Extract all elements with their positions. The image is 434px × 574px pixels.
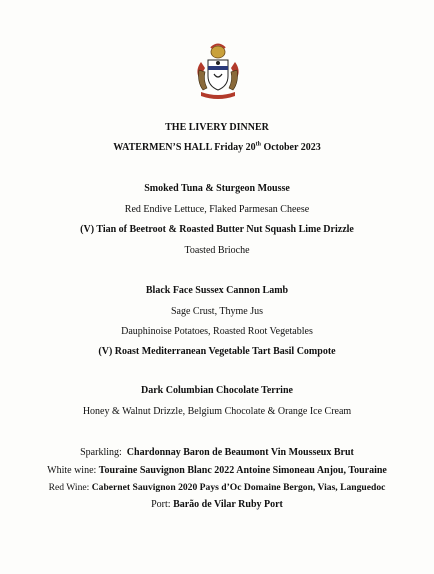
wine-port — [0, 498, 434, 511]
coat-of-arms-icon — [193, 42, 243, 102]
wine-white-label: White wine: — [47, 465, 99, 476]
menu-title: THE LIVERY DINNER — [165, 122, 269, 133]
wine-sparkling-label: Sparkling: — [80, 447, 127, 458]
venue-date: WATERMEN’S HALL Friday 20th October 2023 — [113, 141, 321, 153]
main-sides: Dauphinoise Potatoes, Roasted Root Vegetables — [121, 326, 313, 337]
wine-red — [0, 481, 434, 494]
starter-dish: Smoked Tuna & Sturgeon Mousse — [144, 183, 290, 194]
wine-sparkling-name: Chardonnay Baron de Beaumont Vin Mousseux Brut — [126, 447, 354, 458]
dessert-dish: Dark Columbian Chocolate Terrine — [141, 385, 293, 396]
main-dish: Black Face Sussex Cannon Lamb — [145, 285, 289, 296]
starter-veg-dish: (V) Tian of Beetroot & Roasted Butter Nut Squash Lime Drizzle — [80, 224, 354, 235]
starter-veg-accompaniment: Toasted Brioche — [184, 245, 250, 256]
wine-white — [0, 464, 434, 477]
main-veg-dish: (V) Roast Mediterranean Vegetable Tart Basil Compote — [98, 346, 336, 357]
dessert-accompaniment: Honey & Walnut Drizzle, Belgium Chocolate & Orange Ice Cream — [82, 406, 352, 417]
wine-sparkling — [0, 446, 434, 459]
wine-white-name: Touraine Sauvignon Blanc 2022 Antoine Simoneau Anjou, Touraine — [98, 465, 387, 476]
main-accompaniment: Sage Crust, Thyme Jus — [170, 306, 264, 317]
starter-accompaniment: Red Endive Lettuce, Flaked Parmesan Cheese — [124, 204, 310, 215]
wine-port-name: Barão de Vilar Ruby Port — [173, 499, 283, 510]
wine-red-name: Cabernet Sauvignon 2020 Pays d’Oc Domaine Bergon, Vias, Languedoc — [91, 482, 386, 493]
wine-port-label: Port: — [151, 499, 174, 510]
wine-red-label: Red Wine: — [48, 482, 92, 493]
